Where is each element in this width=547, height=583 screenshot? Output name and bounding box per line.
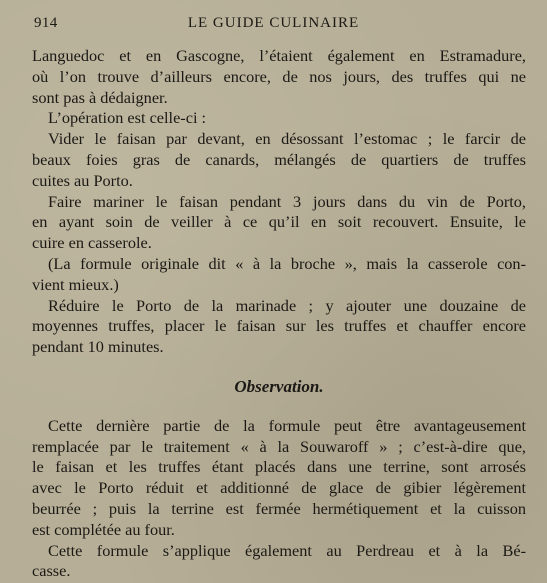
text-line: est complétée au four.	[32, 519, 175, 539]
text-line: sont pas à dédaigner.	[32, 87, 168, 107]
text-line: beurrée ; puis la terrine est fermée hermétiquement et la cuisson	[32, 498, 526, 518]
text-line: avec le Porto réduit et additionné de glace de gibier légèrement	[32, 478, 526, 498]
text-line: Cette formule s’applique également au Perdreau et à la Bé-	[48, 540, 526, 560]
text-line: Vider le faisan par devant, en désossant l’estomac ; le farcir de	[48, 129, 526, 149]
text-line: vient mieux.)	[32, 274, 119, 294]
text-line: Réduire le Porto de la marinade ; y ajouter une douzaine de	[48, 295, 526, 315]
text-line: remplacée par le traitement « à la Souwaroff » ; c’est-à-dire que,	[32, 436, 526, 456]
page-number: 914	[34, 15, 58, 31]
text-line: Faire mariner le faisan pendant 3 jours dans du vin de Porto,	[48, 191, 526, 211]
text-line: où l’on trouve d’ailleurs encore, de nos jours, des truffes qui ne	[32, 66, 526, 86]
section-heading: Observation.	[234, 376, 324, 396]
text-line: en ayant soin de veiller à ce qu’il en soit recouvert. Ensuite, le	[32, 212, 526, 232]
text-line: Languedoc et en Gascogne, l’étaient également en Estramadure,	[32, 46, 526, 65]
text-line: casse.	[32, 561, 71, 581]
text-line: cuire en casserole.	[32, 233, 152, 253]
text-line: pendant 10 minutes.	[32, 337, 164, 357]
text-line: (La formule originale dit « à la broche », mais la casserole con-	[48, 253, 526, 273]
body-text	[32, 46, 526, 582]
text-line: moyennes truffes, placer le faisan sur les truffes et chauffer encore	[32, 316, 526, 336]
text-line: beaux foies gras de canards, mélangés de quartiers de truffes	[32, 149, 526, 169]
text-line: Cette dernière partie de la formule peut être avantageusement	[48, 415, 526, 435]
running-title: LE GUIDE CULINAIRE	[187, 15, 360, 31]
text-line: le faisan et les truffes étant placés dans une terrine, sont arrosés	[32, 457, 526, 477]
text-line: L’opération est celle-ci :	[48, 108, 207, 128]
text-line: cuites au Porto.	[32, 170, 133, 190]
page-header	[34, 15, 513, 35]
